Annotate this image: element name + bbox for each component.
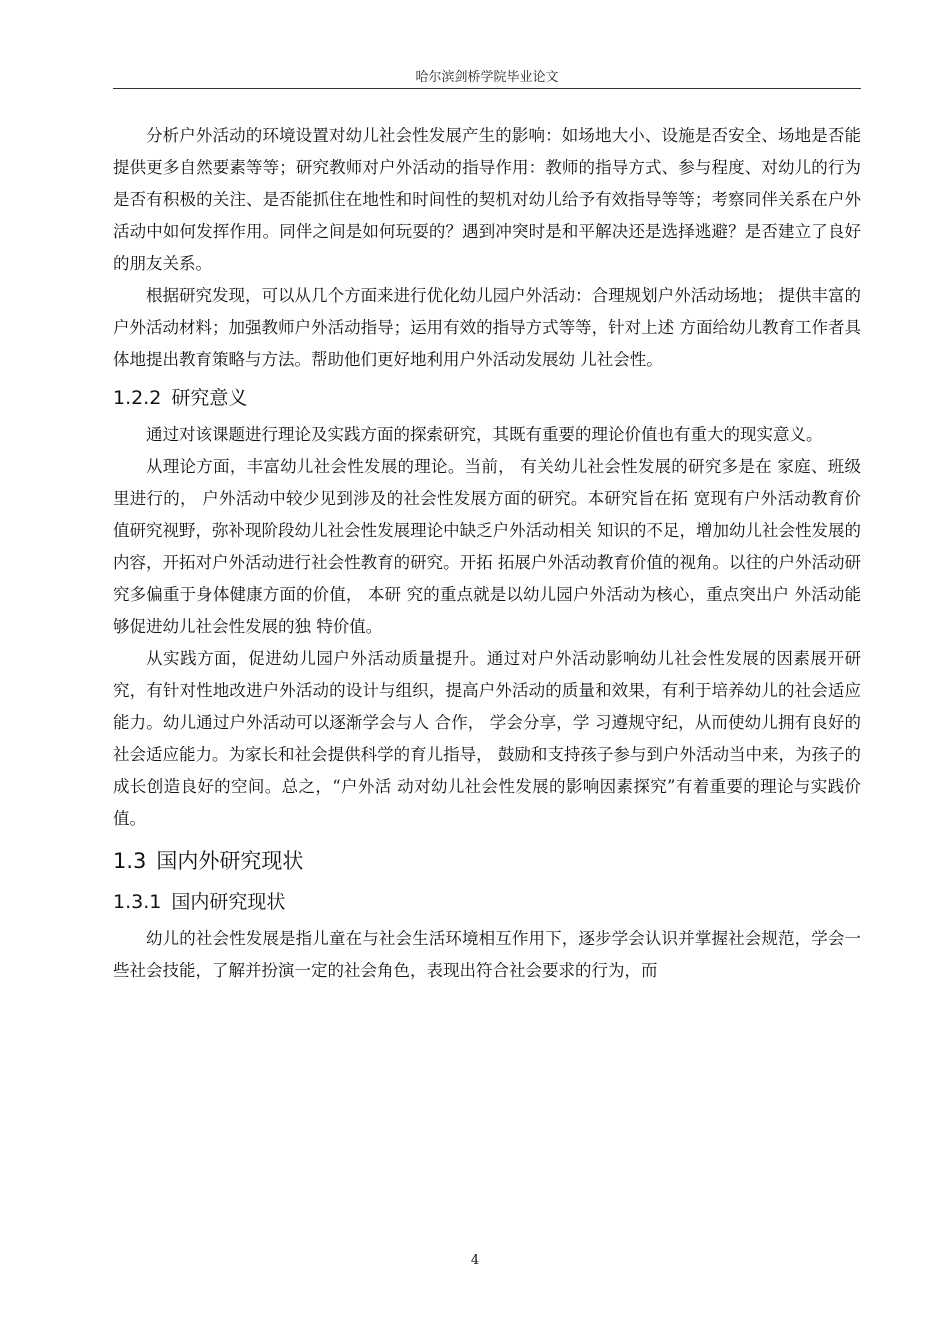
running-header: 哈尔滨剑桥学院毕业论文 [415,70,559,85]
section-number: 1.3 [113,849,147,873]
section-heading-1-2-2 [113,381,861,415]
document-body [113,120,861,987]
body-paragraph: 根据研究发现，可以从几个方面来进行优化幼儿园户外活动：合理规划户外活动场地； 提供丰富的户外活动材料；加强教师户外活动指导；运用有效的指导方式等等，针对上述 方面给幼儿教育工作者具体地提出教育策略与方法。帮助他们更好地利用户外活动发展幼 儿社会性。 [113,286,861,369]
body-paragraph: 从理论方面，丰富幼儿社会性发展的理论。当前， 有关幼儿社会性发展的研究多是在 家庭、班级里进行的， 户外活动中较少见到涉及的社会性发展方面的研究。本研究旨在拓 宽现有户外活动教育价值研究视野，弥补现阶段幼儿社会性发展理论中缺乏户外活动相关 知识的不足，增加幼儿社会性发展的内容，开拓对户外活动进行社会性教育的研究。开拓 拓展户外活动教育价值的视角。以往的户外活动研究多偏重于身体健康方面的价值， 本研 究的重点就是以幼儿园户外活动为核心，重点突出户 外活动能够促进幼儿社会性发展的独 特价值。 [113,457,861,636]
body-paragraph: 通过对该课题进行理论及实践方面的探索研究，其既有重要的理论价值也有重大的现实意义。 [146,425,823,444]
section-title: 研究意义 [171,387,248,409]
section-number: 1.3.1 [113,891,162,913]
section-title: 国内外研究现状 [156,849,304,873]
section-title: 国内研究现状 [171,891,286,913]
body-paragraph: 幼儿的社会性发展是指儿童在与社会生活环境相互作用下，逐步学会认识并掌握社会规范，学会一些社会技能，了解并扮演一定的社会角色，表现出符合社会要求的行为，而 [113,929,861,980]
page-number: 4 [470,1253,480,1268]
body-paragraph: 分析户外活动的环境设置对幼儿社会性发展产生的影响：如场地大小、设施是否安全、场地是否能提供更多自然要素等等；研究教师对户外活动的指导作用：教师的指导方式、参与程度、对幼儿的行为是否有积极的关注、是否能抓住在地性和时间性的契机对幼儿给予有效指导等等；考察同伴关系在户外活动中如何发挥作用。同伴之间是如何玩耍的？遇到冲突时是和平解决还是选择逃避？是否建立了良好的朋友关系。 [113,126,861,273]
section-heading-1-3 [113,843,861,879]
body-paragraph: 从实践方面，促进幼儿园户外活动质量提升。通过对户外活动影响幼儿社会性发展的因素展开研究，有针对性地改进户外活动的设计与组织，提高户外活动的质量和效果，有利于培养幼儿的社会适应能力。幼儿通过户外活动可以逐渐学会与人 合作， 学会分享，学 习遵规守纪，从而使幼儿拥有良好的社会适应能力。为家长和社会提供科学的育儿指导， 鼓励和支持孩子参与到户外活动当中来，为孩子的成长创造良好的空间。总之，“户外活 动对幼儿社会性发展的影响因素探究”有着重要的理论与实践价值。 [113,649,861,828]
section-heading-1-3-1 [113,885,861,919]
section-number: 1.2.2 [113,387,162,409]
header-divider [113,88,861,89]
